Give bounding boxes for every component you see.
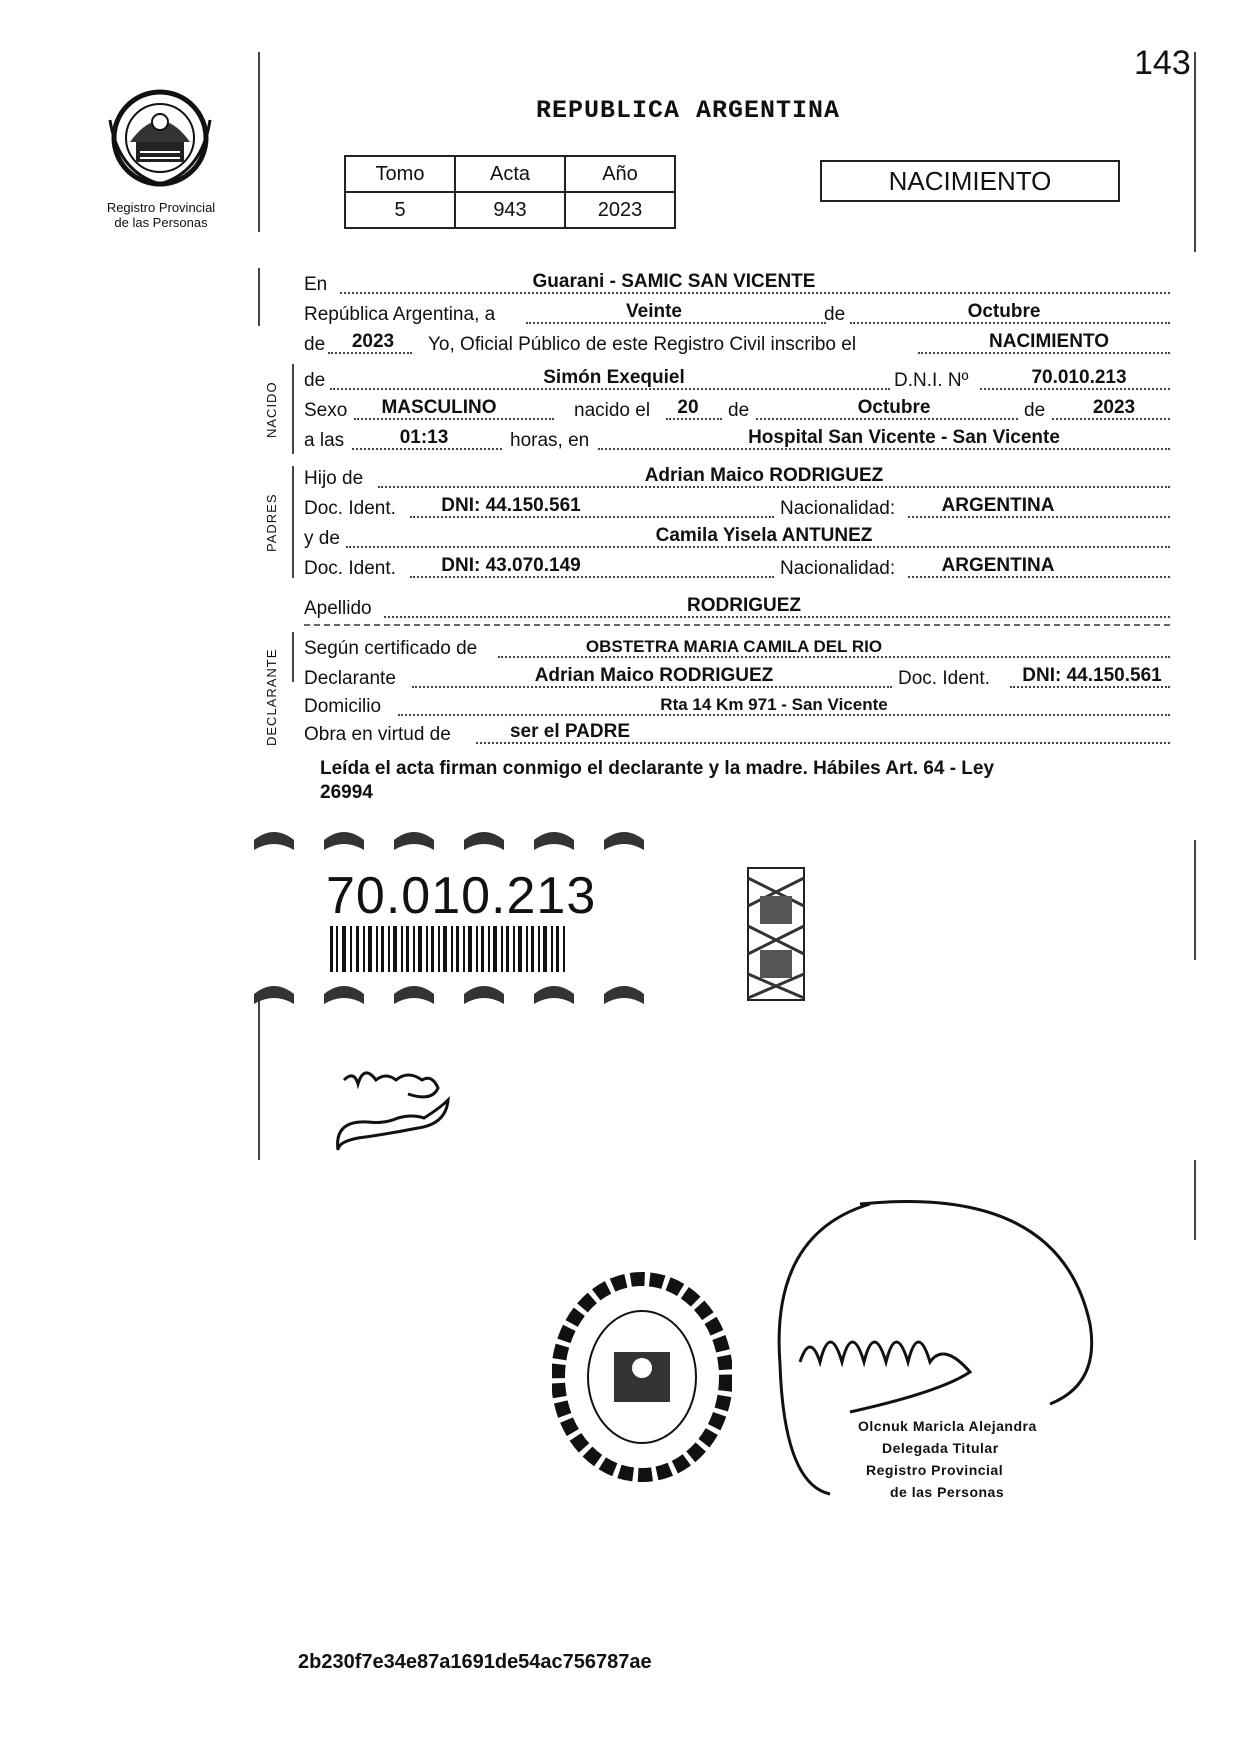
declarant-mother-signatures <box>326 1040 476 1170</box>
mother-name-value: Camila Yisela ANTUNEZ <box>655 525 873 546</box>
province-coat-of-arms-logo <box>100 80 220 190</box>
father-nationality-value: ARGENTINA <box>941 495 1055 516</box>
document-hash: 2b230f7e34e87a1691de54ac756787ae <box>298 1651 652 1673</box>
birth-day-value: 20 <box>677 397 699 418</box>
row-registration: de 2023 Yo, Oficial Público de este Registro Civil inscribo el NACIMIENTO <box>304 332 1170 358</box>
place-value: Guarani - SAMIC SAN VICENTE <box>532 271 816 292</box>
margin-line <box>258 52 260 232</box>
row-newborn-name: de Simón Exequiel D.N.I. Nº 70.010.213 <box>304 368 1170 394</box>
anio-label: Año <box>565 156 675 192</box>
father-doc-value: DNI: 44.150.561 <box>441 495 581 516</box>
row-acts-as: Obra en virtud de ser el PADRE <box>304 722 1170 748</box>
closing-statement: Leída el acta firman conmigo el declarante y la madre. Hábiles Art. 64 - Ley 26994 <box>320 758 995 803</box>
tomo-value: 5 <box>345 192 455 228</box>
row-father: Hijo de Adrian Maico RODRIGUEZ <box>304 466 1170 492</box>
father-name-value: Adrian Maico RODRIGUEZ <box>644 465 884 486</box>
certificate-value: OBSTETRA MARIA CAMILA DEL RIO <box>585 637 883 656</box>
row-sex-birthdate: Sexo MASCULINO nacido el 20 de Octubre de 2023 <box>304 398 1170 424</box>
row-father-doc: Doc. Ident. DNI: 44.150.561 Nacionalidad: ARGENTINA <box>304 496 1170 522</box>
document-title: REPUBLICA ARGENTINA <box>536 96 841 125</box>
sex-value: MASCULINO <box>381 397 497 418</box>
mother-doc-value: DNI: 43.070.149 <box>441 555 581 576</box>
margin-line <box>292 364 294 454</box>
birth-place-value: Hospital San Vicente - San Vicente <box>748 427 1060 448</box>
surname-value: RODRIGUEZ <box>687 595 801 616</box>
act-type-value: NACIMIENTO <box>989 331 1109 352</box>
row-address: Domicilio Rta 14 Km 971 - San Vicente <box>304 694 1170 720</box>
anio-value: 2023 <box>565 192 675 228</box>
declarant-name-value: Adrian Maico RODRIGUEZ <box>534 665 774 686</box>
margin-line <box>1194 840 1196 960</box>
newborn-name-value: Simón Exequiel <box>543 367 685 388</box>
margin-line <box>1194 1160 1196 1240</box>
reference-table <box>344 155 676 229</box>
address-value: Rta 14 Km 971 - San Vicente <box>660 695 888 714</box>
declarant-doc-value: DNI: 44.150.561 <box>1022 665 1162 686</box>
row-mother: y de Camila Yisela ANTUNEZ <box>304 526 1170 552</box>
margin-line <box>258 268 260 326</box>
official-role: Delegada Titular <box>882 1440 999 1456</box>
official-seal-stamp <box>552 1272 732 1482</box>
tomo-label: Tomo <box>345 156 455 192</box>
birth-month-value: Octubre <box>857 397 931 418</box>
page-number: 143 <box>1134 44 1191 82</box>
margin-line <box>292 466 294 578</box>
security-hologram-icon <box>746 866 806 1002</box>
official-name: Olcnuk Maricla Alejandra <box>858 1418 1037 1434</box>
section-label-padres: PADRES <box>264 493 279 552</box>
row-place: En Guarani - SAMIC SAN VICENTE <box>304 272 1170 298</box>
official-office-line1: Registro Provincial <box>866 1462 1004 1478</box>
row-mother-doc: Doc. Ident. DNI: 43.070.149 Nacionalidad: ARGENTINA <box>304 556 1170 582</box>
row-certificate: Según certificado de OBSTETRA MARIA CAMILA DEL RIO <box>304 636 1170 662</box>
birth-time-value: 01:13 <box>399 427 449 448</box>
margin-line <box>1194 52 1196 252</box>
barcode-number: 70.010.213 <box>326 867 597 925</box>
section-label-nacido: NACIDO <box>264 381 279 438</box>
acts-as-value: ser el PADRE <box>509 721 631 742</box>
acta-label: Acta <box>455 156 565 192</box>
row-surname: Apellido RODRIGUEZ <box>304 596 1170 622</box>
row-declarant: Declarante Adrian Maico RODRIGUEZ Doc. Ident. DNI: 44.150.561 <box>304 666 1170 692</box>
margin-line <box>258 1000 260 1160</box>
day-value: Veinte <box>626 301 682 322</box>
document-type-box: NACIMIENTO <box>820 160 1120 202</box>
margin-line <box>292 632 294 682</box>
mother-nationality-value: ARGENTINA <box>941 555 1055 576</box>
registry-caption: Registro Provincial de las Personas <box>106 200 216 230</box>
surname-divider <box>304 624 1170 626</box>
row-date: República Argentina, a Veinte de Octubre <box>304 302 1170 328</box>
section-label-declarante: DECLARANTE <box>264 648 279 746</box>
official-office-line2: de las Personas <box>890 1484 1005 1500</box>
year-value: 2023 <box>351 331 395 352</box>
month-value: Octubre <box>967 301 1041 322</box>
row-birth-time-place: a las 01:13 horas, en Hospital San Vicente - San Vicente <box>304 428 1170 454</box>
acta-value: 943 <box>455 192 565 228</box>
newborn-dni-value: 70.010.213 <box>1031 367 1127 388</box>
birth-year-value: 2023 <box>1092 397 1136 418</box>
